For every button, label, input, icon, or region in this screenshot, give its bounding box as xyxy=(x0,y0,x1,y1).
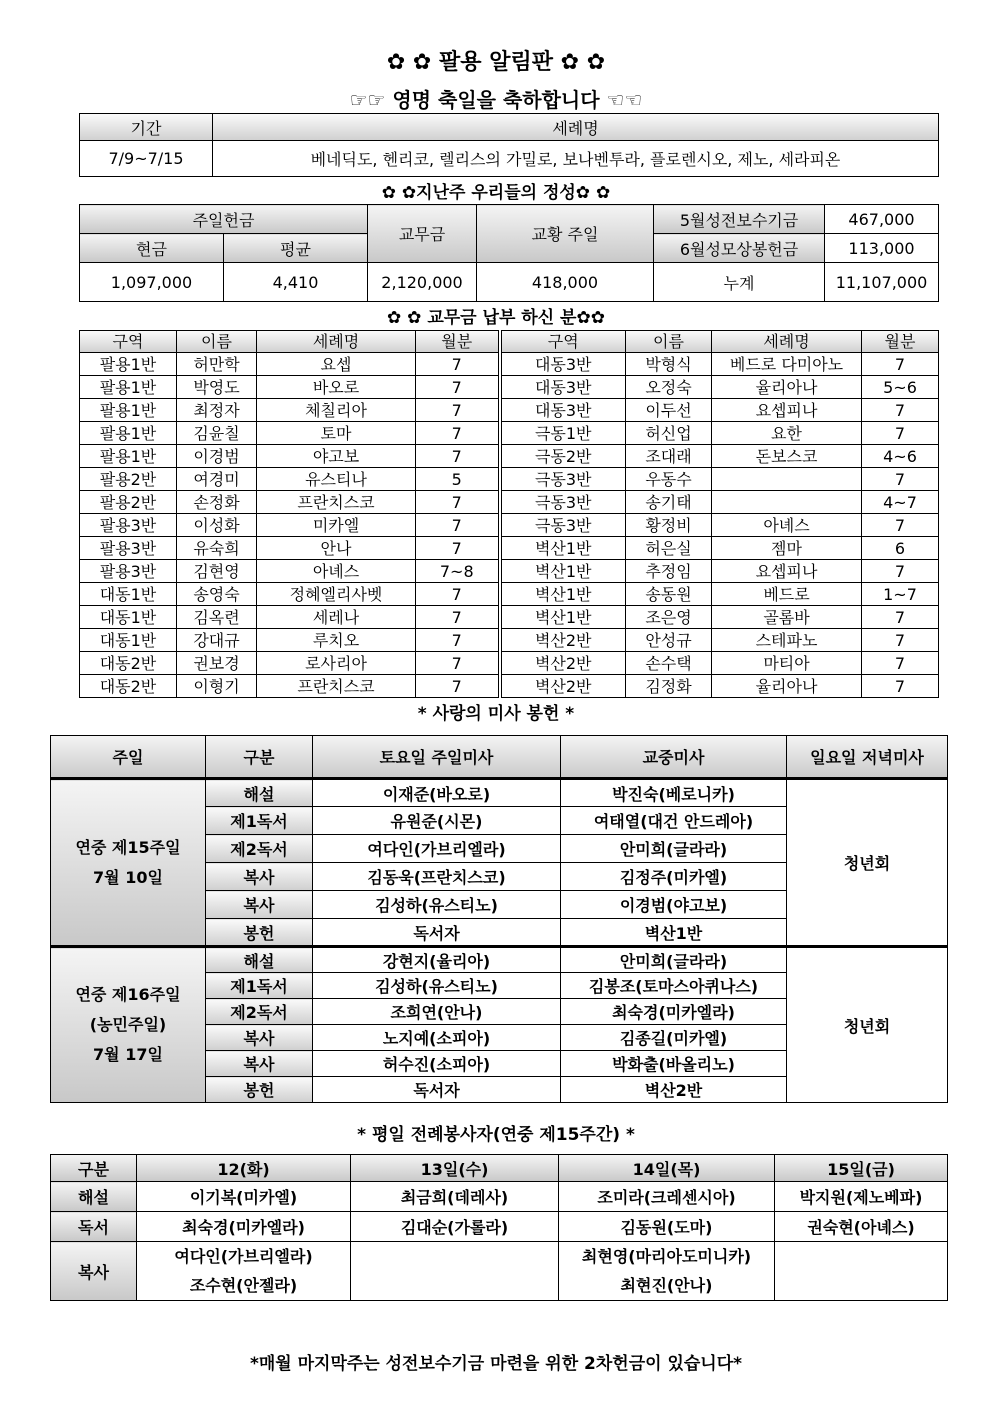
dues-cell-baptismal-name: 돈보스코 xyxy=(712,445,862,468)
dues-cell-months: 7 xyxy=(416,399,500,422)
dues-cell-name: 이경범 xyxy=(177,445,257,468)
dues-row xyxy=(80,537,939,560)
weekday-header-wed: 13일(수) xyxy=(351,1155,559,1182)
mass-role: 복사 xyxy=(206,1025,313,1051)
dues-row xyxy=(80,629,939,652)
mass-saturday: 유원준(시몬) xyxy=(313,807,561,835)
mass-week-line: (농민주일) xyxy=(89,1015,167,1034)
dues-cell-name: 강대규 xyxy=(177,629,257,652)
dues-cell-months: 7 xyxy=(416,652,500,675)
average-header: 평균 xyxy=(224,234,368,263)
mass-week-line: 연중 제15주일 xyxy=(75,837,181,857)
dues-cell-district: 벽산1반 xyxy=(500,537,626,560)
dues-cell-district: 극동1반 xyxy=(500,422,626,445)
dues-cell-name: 허신업 xyxy=(626,422,712,445)
footer-notice: *매월 마지막주는 성전보수기금 마련을 위한 2차헌금이 있습니다* xyxy=(249,1354,743,1374)
mass-saturday: 강현지(율리아) xyxy=(313,947,561,973)
dues-cell-district: 대동1반 xyxy=(80,629,177,652)
col-name: 이름 xyxy=(626,331,712,353)
feast-title: ☞☞ 영명 축일을 축하합니다 ☜☜ xyxy=(349,88,643,112)
dues-cell-name: 송영숙 xyxy=(177,583,257,606)
dues-cell-baptismal-name: 요한 xyxy=(712,422,862,445)
mass-saturday: 김동욱(프란치스코) xyxy=(313,863,561,891)
dues-cell-baptismal-name: 안나 xyxy=(257,537,416,560)
reading-label: 독서 xyxy=(51,1212,137,1242)
dues-cell-baptismal-name: 프란치스코 xyxy=(257,491,416,514)
feast-names: 베네딕도, 헨리코, 렐리스의 가밀로, 보나벤투라, 플로렌시오, 제노, 세라피온 xyxy=(213,141,939,177)
dues-cell-name: 이성화 xyxy=(177,514,257,537)
dues-cell-name: 김현영 xyxy=(177,560,257,583)
dues-cell-months: 7 xyxy=(416,491,500,514)
dues-cell-district: 팔용1반 xyxy=(80,399,177,422)
mass-role: 복사 xyxy=(206,1051,313,1077)
dues-row xyxy=(80,491,939,514)
mass-row xyxy=(51,779,948,807)
dues-cell-name: 송동원 xyxy=(626,583,712,606)
commentary-wed: 최금희(데레사) xyxy=(351,1182,559,1212)
dues-cell-name: 오정숙 xyxy=(626,376,712,399)
dues-row xyxy=(80,376,939,399)
dues-cell-baptismal-name: 바오로 xyxy=(257,376,416,399)
mass-saturday: 허수진(소피아) xyxy=(313,1051,561,1077)
dues-row xyxy=(80,445,939,468)
feast-period: 7/9~7/15 xyxy=(80,141,213,177)
cash-value: 1,097,000 xyxy=(80,263,224,302)
dues-cell-baptismal-name: 요셉피나 xyxy=(712,560,862,583)
dues-cell-months: 7 xyxy=(862,675,939,698)
dues-cell-name: 조은영 xyxy=(626,606,712,629)
dues-cell-name: 허만학 xyxy=(177,353,257,376)
commentary-tue: 이기복(미카엘) xyxy=(137,1182,351,1212)
dues-cell-district: 대동3반 xyxy=(500,399,626,422)
feast-names-header: 세례명 xyxy=(213,114,939,141)
dues-cell-district: 극동3반 xyxy=(500,491,626,514)
server-label: 복사 xyxy=(51,1242,137,1301)
mass-main: 김종길(미카엘) xyxy=(561,1025,787,1051)
dues-cell-district: 팔용3반 xyxy=(80,537,177,560)
mass-saturday: 독서자 xyxy=(313,1077,561,1103)
dues-cell-name: 이형기 xyxy=(177,675,257,698)
mass-week-label xyxy=(51,947,206,1103)
pope-sunday-header: 교황 주일 xyxy=(477,205,654,263)
mass-main: 여태열(대건 안드레아) xyxy=(561,807,787,835)
commentary-thu: 조미라(크레센시아) xyxy=(559,1182,775,1212)
mass-role: 복사 xyxy=(206,891,313,919)
mass-role: 봉헌 xyxy=(206,919,313,947)
total-value: 11,107,000 xyxy=(825,263,939,302)
dues-row xyxy=(80,353,939,376)
dues-cell-months: 7 xyxy=(416,583,500,606)
dues-cell-district: 극동3반 xyxy=(500,468,626,491)
dues-cell-district: 대동3반 xyxy=(500,376,626,399)
dues-cell-months: 4~6 xyxy=(862,445,939,468)
dues-cell-baptismal-name: 마티아 xyxy=(712,652,862,675)
mass-main: 김정주(미카엘) xyxy=(561,863,787,891)
mass-main: 박화출(바올리노) xyxy=(561,1051,787,1077)
dues-cell-name: 허은실 xyxy=(626,537,712,560)
dues-cell-baptismal-name: 로사리아 xyxy=(257,652,416,675)
mass-role: 제2독서 xyxy=(206,999,313,1025)
dues-cell-baptismal-name: 정혜엘리사벳 xyxy=(257,583,416,606)
dues-cell-months: 5 xyxy=(416,468,500,491)
mass-main: 벽산1반 xyxy=(561,919,787,947)
may-fund-value: 467,000 xyxy=(825,205,939,234)
dues-cell-months: 7 xyxy=(862,652,939,675)
mass-main: 최숙경(미카엘라) xyxy=(561,999,787,1025)
dues-cell-name: 박형식 xyxy=(626,353,712,376)
mass-main: 안미희(글라라) xyxy=(561,947,787,973)
col-name: 이름 xyxy=(177,331,257,353)
dues-table xyxy=(79,330,939,698)
dues-title: ✿ ✿ 교무금 납부 하신 분✿✿ xyxy=(387,308,605,328)
dues-row xyxy=(80,560,939,583)
server-thu-name-2: 최현진(안나) xyxy=(620,1276,713,1295)
dues-cell-baptismal-name: 율리아나 xyxy=(712,675,862,698)
weekday-header-role: 구분 xyxy=(51,1155,137,1182)
dues-cell-name: 권보경 xyxy=(177,652,257,675)
dues-cell-months: 7 xyxy=(416,629,500,652)
mass-week-line: 7월 10일 xyxy=(93,867,163,887)
dues-cell-district: 팔용2반 xyxy=(80,468,177,491)
dues-cell-months: 7 xyxy=(416,376,500,399)
diocese-dues-header: 교무금 xyxy=(368,205,477,263)
mass-evening: 청년회 xyxy=(787,779,948,947)
dues-cell-name: 박영도 xyxy=(177,376,257,399)
mass-saturday: 여다인(가브리엘라) xyxy=(313,835,561,863)
dues-cell-name: 손수택 xyxy=(626,652,712,675)
mass-row xyxy=(51,947,948,973)
mass-role: 해설 xyxy=(206,947,313,973)
reading-thu: 김동원(도마) xyxy=(559,1212,775,1242)
dues-row xyxy=(80,606,939,629)
dues-cell-baptismal-name: 스테파노 xyxy=(712,629,862,652)
mass-header-saturday: 토요일 주일미사 xyxy=(313,736,561,779)
col-district: 구역 xyxy=(500,331,626,353)
weekday-table xyxy=(50,1154,948,1301)
dues-cell-district: 극동2반 xyxy=(500,445,626,468)
offering-title: ✿ ✿지난주 우리들의 정성✿ ✿ xyxy=(381,183,611,203)
dues-row xyxy=(80,514,939,537)
dues-cell-name: 손정화 xyxy=(177,491,257,514)
dues-cell-baptismal-name: 젬마 xyxy=(712,537,862,560)
dues-cell-months: 6 xyxy=(862,537,939,560)
dues-cell-months: 7 xyxy=(416,537,500,560)
dues-header-row xyxy=(80,331,939,353)
dues-cell-months: 7 xyxy=(862,606,939,629)
dues-cell-baptismal-name: 요셉피나 xyxy=(712,399,862,422)
mass-role: 제1독서 xyxy=(206,807,313,835)
dues-cell-name: 황정비 xyxy=(626,514,712,537)
server-wed xyxy=(351,1242,559,1301)
dues-cell-baptismal-name xyxy=(712,491,862,514)
dues-cell-district: 팔용2반 xyxy=(80,491,177,514)
dues-cell-months: 7 xyxy=(416,514,500,537)
mass-saturday: 독서자 xyxy=(313,919,561,947)
dues-cell-district: 벽산2반 xyxy=(500,675,626,698)
bulletin-title: ✿ ✿ 팔용 알림판 ✿ ✿ xyxy=(386,50,606,75)
dues-cell-district: 벽산1반 xyxy=(500,583,626,606)
dues-cell-baptismal-name: 세레나 xyxy=(257,606,416,629)
mass-header-role: 구분 xyxy=(206,736,313,779)
dues-row xyxy=(80,675,939,698)
col-district: 구역 xyxy=(80,331,177,353)
commentary-fri: 박지원(제노베파) xyxy=(775,1182,948,1212)
dues-cell-district: 대동1반 xyxy=(80,606,177,629)
dues-cell-months: 7 xyxy=(416,445,500,468)
dues-row xyxy=(80,422,939,445)
cash-header: 현금 xyxy=(80,234,224,263)
mass-header-evening: 일요일 저녁미사 xyxy=(787,736,948,779)
mass-week-line: 7월 17일 xyxy=(93,1045,163,1064)
dues-cell-baptismal-name: 루치오 xyxy=(257,629,416,652)
dues-cell-months: 7 xyxy=(416,675,500,698)
dues-cell-district: 팔용3반 xyxy=(80,560,177,583)
feast-table xyxy=(79,113,939,177)
dues-cell-name: 김윤칠 xyxy=(177,422,257,445)
weekday-header-fri: 15일(금) xyxy=(775,1155,948,1182)
mass-role: 봉헌 xyxy=(206,1077,313,1103)
dues-cell-name: 우동수 xyxy=(626,468,712,491)
dues-cell-baptismal-name: 미카엘 xyxy=(257,514,416,537)
dues-cell-district: 대동3반 xyxy=(500,353,626,376)
dues-cell-baptismal-name xyxy=(712,468,862,491)
dues-cell-name: 조대래 xyxy=(626,445,712,468)
dues-cell-months: 7 xyxy=(416,606,500,629)
dues-cell-months: 7 xyxy=(416,353,500,376)
mass-week-line: 연중 제16주일 xyxy=(75,985,181,1004)
offering-table xyxy=(79,204,939,302)
dues-cell-baptismal-name: 유스티나 xyxy=(257,468,416,491)
dues-cell-baptismal-name: 골롬바 xyxy=(712,606,862,629)
dues-cell-baptismal-name: 베드로 다미아노 xyxy=(712,353,862,376)
dues-cell-months: 7 xyxy=(862,422,939,445)
dues-cell-baptismal-name: 베드로 xyxy=(712,583,862,606)
dues-cell-months: 7 xyxy=(862,468,939,491)
server-tue xyxy=(137,1242,351,1301)
reading-wed: 김대순(가롤라) xyxy=(351,1212,559,1242)
sunday-offering-header: 주일헌금 xyxy=(80,205,368,234)
dues-cell-months: 7~8 xyxy=(416,560,500,583)
mass-saturday: 노지예(소피아) xyxy=(313,1025,561,1051)
dues-cell-district: 대동1반 xyxy=(80,583,177,606)
dues-cell-baptismal-name: 율리아나 xyxy=(712,376,862,399)
dues-cell-district: 벽산1반 xyxy=(500,606,626,629)
mass-saturday: 김성하(유스티노) xyxy=(313,973,561,999)
mass-role: 제2독서 xyxy=(206,835,313,863)
dues-cell-name: 유숙희 xyxy=(177,537,257,560)
col-months: 월분 xyxy=(416,331,500,353)
pope-sunday-value: 418,000 xyxy=(477,263,654,302)
mass-main: 벽산2반 xyxy=(561,1077,787,1103)
dues-row xyxy=(80,652,939,675)
dues-cell-months: 1~7 xyxy=(862,583,939,606)
dues-cell-name: 김정화 xyxy=(626,675,712,698)
col-months: 월분 xyxy=(862,331,939,353)
june-offering-value: 113,000 xyxy=(825,234,939,263)
mass-table xyxy=(50,735,948,1103)
dues-cell-months: 7 xyxy=(862,399,939,422)
dues-cell-months: 5~6 xyxy=(862,376,939,399)
dues-cell-name: 김옥련 xyxy=(177,606,257,629)
dues-cell-district: 팔용1반 xyxy=(80,376,177,399)
dues-cell-district: 대동2반 xyxy=(80,675,177,698)
total-label: 누계 xyxy=(654,263,825,302)
mass-title: * 사랑의 미사 봉헌 * xyxy=(417,704,575,724)
weekday-title: * 평일 전례봉사자(연중 제15주간) * xyxy=(357,1125,635,1145)
mass-saturday: 조희연(안나) xyxy=(313,999,561,1025)
dues-cell-district: 팔용1반 xyxy=(80,422,177,445)
reading-fri: 권숙현(아녜스) xyxy=(775,1212,948,1242)
col-baptismal-name: 세례명 xyxy=(712,331,862,353)
mass-header-sunday: 주일 xyxy=(51,736,206,779)
mass-saturday: 이재준(바오로) xyxy=(313,779,561,807)
server-tue-name-2: 조수현(안젤라) xyxy=(189,1276,298,1295)
server-thu xyxy=(559,1242,775,1301)
server-tue-name-1: 여다인(가브리엘라) xyxy=(174,1247,313,1266)
dues-cell-name: 추정임 xyxy=(626,560,712,583)
mass-main: 김봉조(토마스아퀴나스) xyxy=(561,973,787,999)
dues-cell-months: 7 xyxy=(862,353,939,376)
mass-header-main: 교중미사 xyxy=(561,736,787,779)
server-fri xyxy=(775,1242,948,1301)
dues-row xyxy=(80,468,939,491)
server-thu-name-1: 최현영(마리아도미니카) xyxy=(581,1247,752,1266)
may-fund-label: 5월성전보수기금 xyxy=(654,205,825,234)
weekday-header-thu: 14일(목) xyxy=(559,1155,775,1182)
dues-cell-months: 7 xyxy=(862,560,939,583)
mass-role: 해설 xyxy=(206,779,313,807)
mass-role: 제1독서 xyxy=(206,973,313,999)
dues-cell-baptismal-name: 요셉 xyxy=(257,353,416,376)
mass-saturday: 김성하(유스티노) xyxy=(313,891,561,919)
dues-cell-name: 이두선 xyxy=(626,399,712,422)
diocese-dues-value: 2,120,000 xyxy=(368,263,477,302)
dues-cell-baptismal-name: 토마 xyxy=(257,422,416,445)
dues-cell-baptismal-name: 아녜스 xyxy=(712,514,862,537)
dues-row xyxy=(80,583,939,606)
dues-cell-baptismal-name: 야고보 xyxy=(257,445,416,468)
dues-cell-district: 극동3반 xyxy=(500,514,626,537)
col-baptismal-name: 세례명 xyxy=(257,331,416,353)
dues-cell-name: 안성규 xyxy=(626,629,712,652)
dues-row xyxy=(80,399,939,422)
reading-tue: 최숙경(미카엘라) xyxy=(137,1212,351,1242)
mass-week-label xyxy=(51,779,206,947)
dues-cell-months: 7 xyxy=(862,514,939,537)
mass-main: 이경범(야고보) xyxy=(561,891,787,919)
dues-cell-baptismal-name: 프란치스코 xyxy=(257,675,416,698)
dues-cell-district: 팔용1반 xyxy=(80,445,177,468)
dues-cell-name: 여경미 xyxy=(177,468,257,491)
commentary-label: 해설 xyxy=(51,1182,137,1212)
dues-cell-name: 최정자 xyxy=(177,399,257,422)
dues-cell-months: 7 xyxy=(862,629,939,652)
dues-cell-district: 팔용3반 xyxy=(80,514,177,537)
dues-cell-baptismal-name: 체칠리아 xyxy=(257,399,416,422)
weekday-header-tue: 12(화) xyxy=(137,1155,351,1182)
dues-cell-district: 팔용1반 xyxy=(80,353,177,376)
dues-cell-district: 벽산2반 xyxy=(500,652,626,675)
dues-cell-district: 벽산2반 xyxy=(500,629,626,652)
mass-role: 복사 xyxy=(206,863,313,891)
mass-main: 안미희(글라라) xyxy=(561,835,787,863)
mass-main: 박진숙(베로니카) xyxy=(561,779,787,807)
dues-cell-district: 대동2반 xyxy=(80,652,177,675)
mass-evening: 청년회 xyxy=(787,947,948,1103)
dues-cell-months: 4~7 xyxy=(862,491,939,514)
dues-cell-baptismal-name: 아녜스 xyxy=(257,560,416,583)
june-offering-label: 6월성모상봉헌금 xyxy=(654,234,825,263)
dues-cell-name: 송기태 xyxy=(626,491,712,514)
feast-period-header: 기간 xyxy=(80,114,213,141)
dues-cell-district: 벽산1반 xyxy=(500,560,626,583)
dues-cell-months: 7 xyxy=(416,422,500,445)
average-value: 4,410 xyxy=(224,263,368,302)
